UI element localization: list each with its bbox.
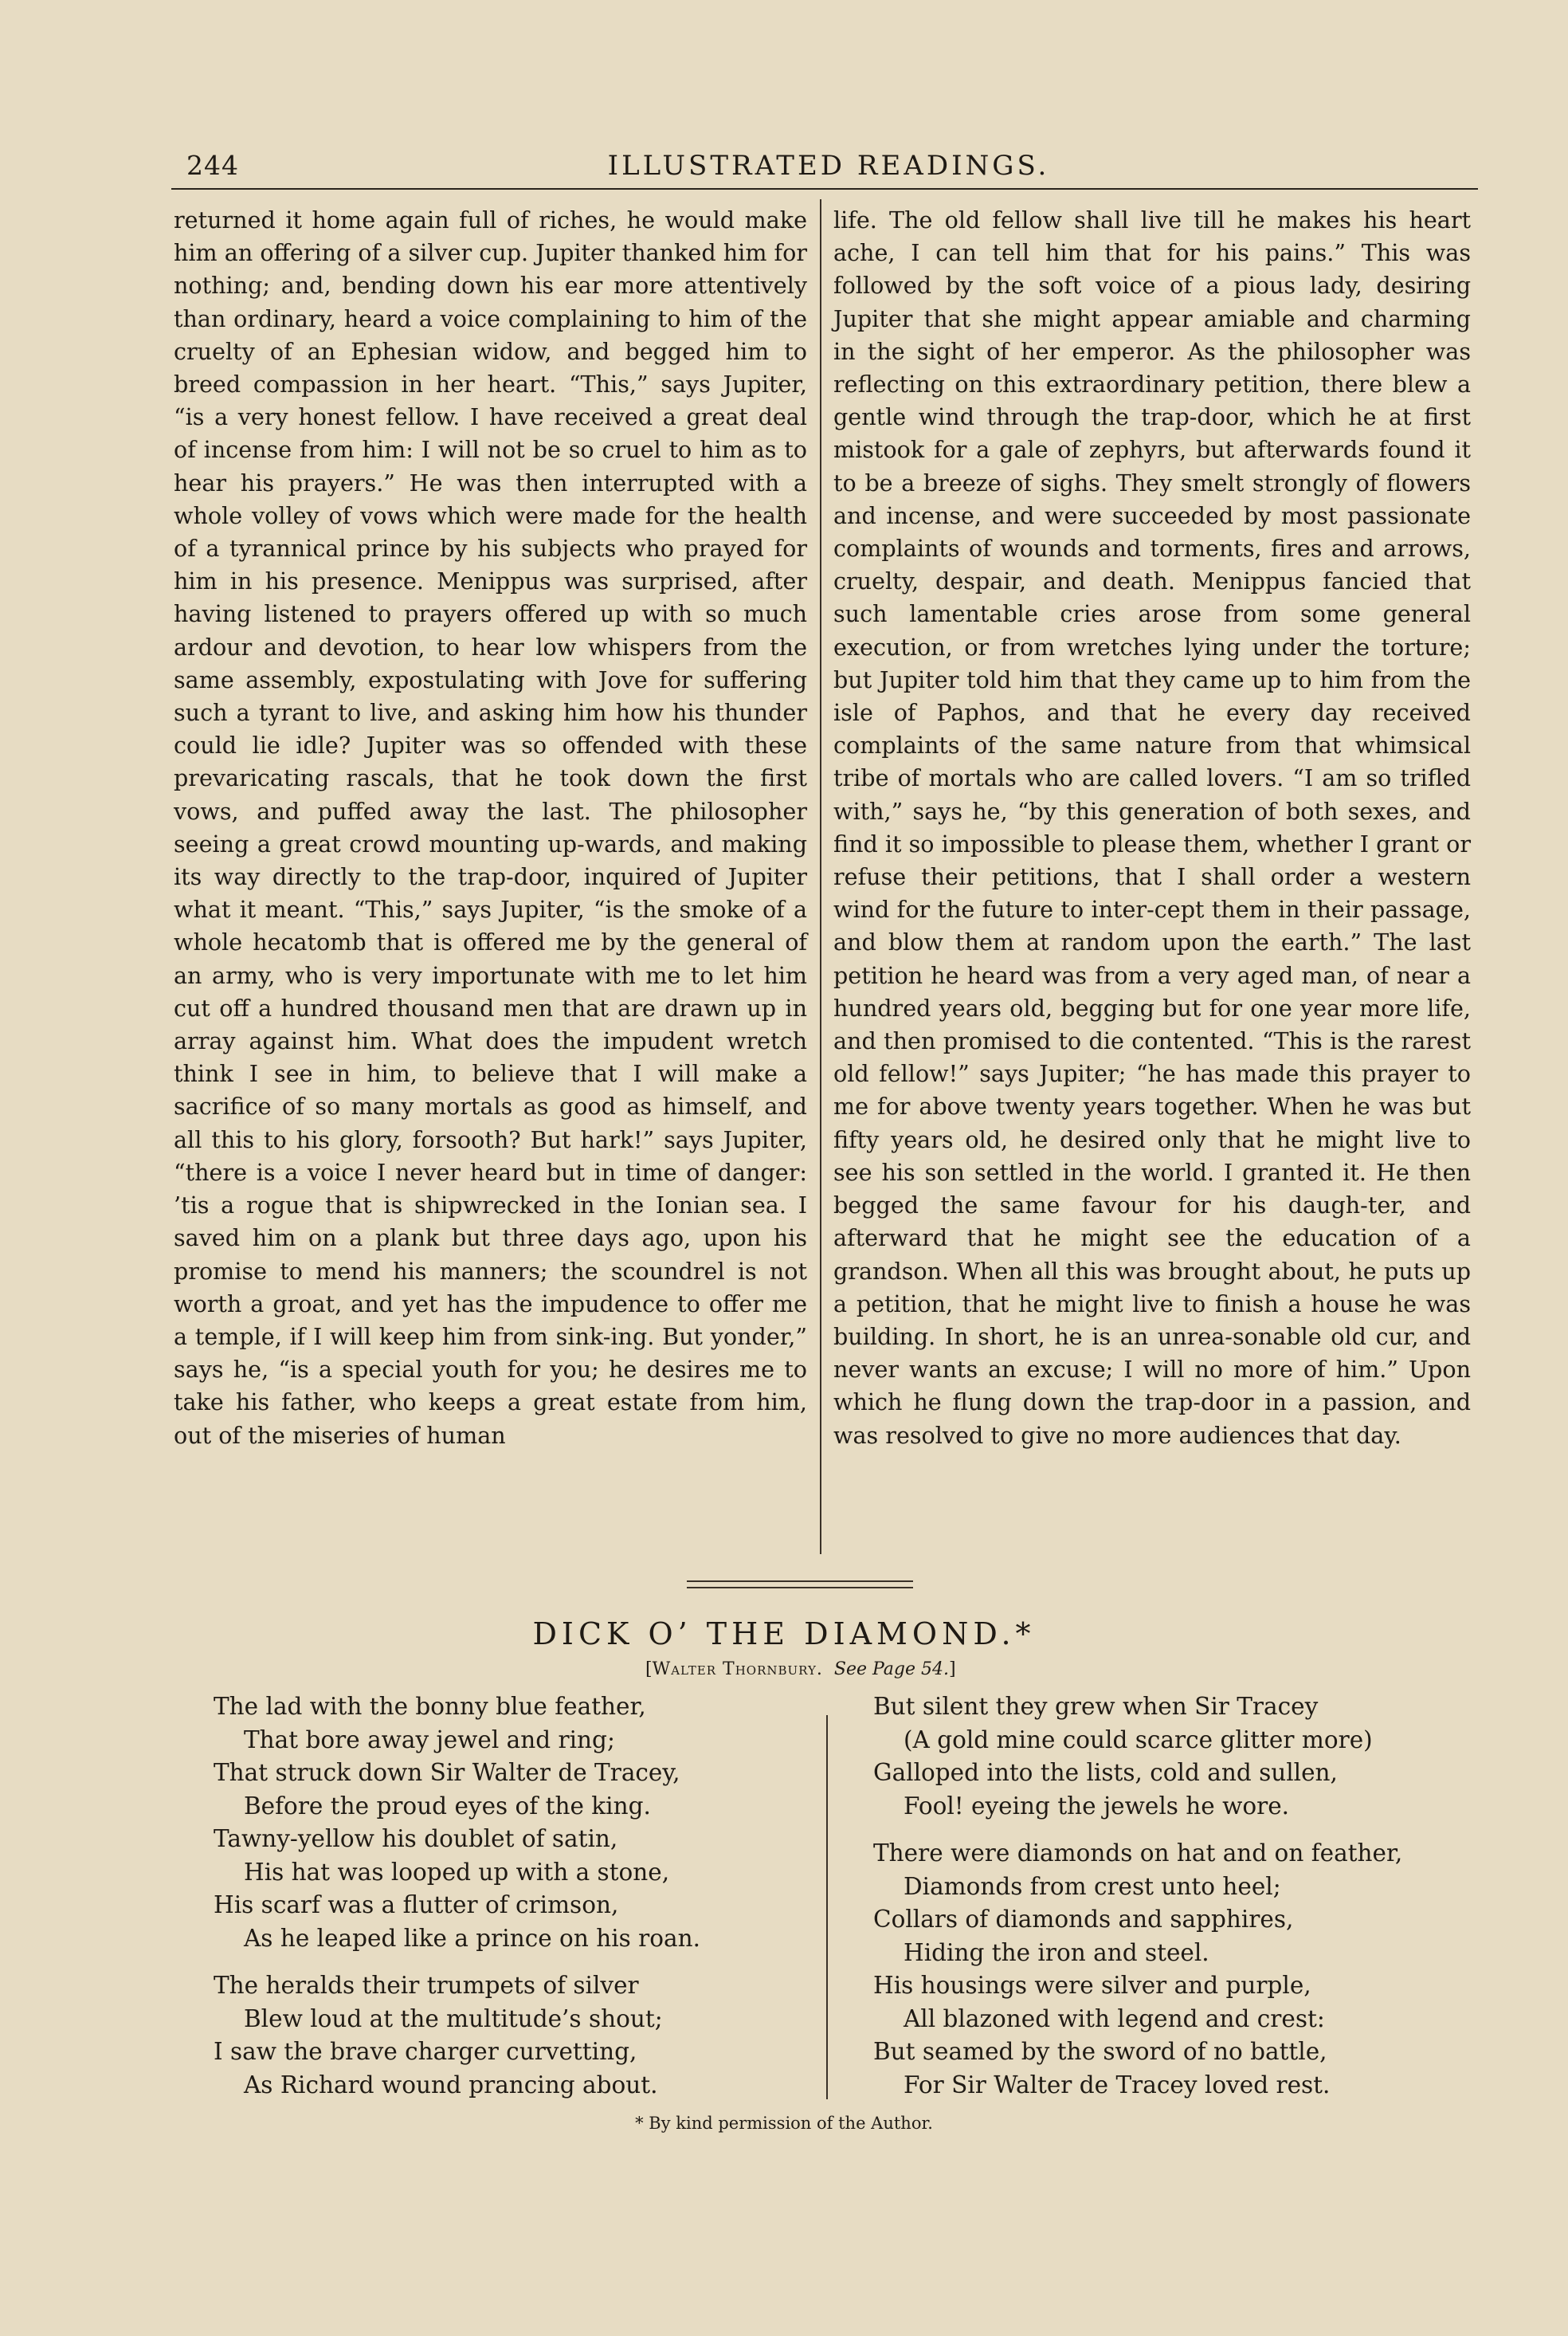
poem-right-column <box>873 1690 1402 2116</box>
verse-line: But silent they grew when Sir Tracey <box>873 1693 1319 1720</box>
verse-line: Blew loud at the multitude’s shout; <box>244 2004 663 2032</box>
header-rule <box>171 188 1478 190</box>
verse-line: His housings were silver and purple, <box>873 1972 1311 1999</box>
verse-line: There were diamonds on hat and on feather, <box>873 1839 1403 1867</box>
verse-line: That bore away jewel and ring; <box>244 1725 615 1753</box>
section-separator <box>687 1580 913 1593</box>
stanza <box>873 1690 1402 1823</box>
verse-line: As Richard wound prancing about. <box>244 2071 658 2098</box>
verse-line: As he leaped like a prince on his roan. <box>244 1924 700 1952</box>
verse-line: Collars of diamonds and sapphires, <box>873 1906 1294 1933</box>
verse-line: For Sir Walter de Tracey loved rest. <box>904 2071 1331 2098</box>
verse-line: Before the proud eyes of the king. <box>244 1792 651 1820</box>
verse-line: Galloped into the lists, cold and sullen, <box>873 1759 1338 1786</box>
verse-line: The lad with the bonny blue feather, <box>214 1693 646 1720</box>
poem-attribution <box>645 1659 956 1679</box>
footnote: * By kind permission of the Author. <box>635 2114 933 2133</box>
attribution-close-bracket: ] <box>949 1659 956 1679</box>
verse-line: (A gold mine could scarce glitter more) <box>904 1725 1373 1753</box>
verse-line: But seamed by the sword of no battle, <box>873 2038 1327 2065</box>
verse-line: That struck down Sir Walter de Tracey, <box>214 1759 680 1786</box>
prose-paragraph: returned it home again full of riches, he would make him an offering of a silver cup. Jupiter thanked him for nothing; and, bending down his ear more attentively than ordinary, heard a voice complaining to him of the cruelty of an Ephesian widow, and begged him to breed compassion in her heart. “This,” says Jupiter, “is a very honest fellow. I have received a great deal of incense from him: I will not be so cruel to him as to hear his prayers.” He was then interrupted with a whole volley of vows which were made for the health of a tyrannical prince by his subjects who prayed for him in his presence. Menippus was surprised, after having listened to prayers offered up with so much ardour and devotion, to hear low whispers from the same assembly, expostulating with Jove for suffering such a tyrant to live, and asking him how his thunder could lie idle? Jupiter was so offended with these prevaricating rascals, that he took down the first vows, and puffed away the last. The philosopher seeing a great crowd mounting up-wards, and making its way directly to the trap-door, inquired of Jupiter what it meant. “This,” says Jupiter, “is the smoke of a whole hecatomb that is offered me by the general of an army, who is very importunate with me to let him cut off a hundred thousand men that are drawn up in array against him. What does the impudent wretch think I see in him, to believe that I will make a sacrifice of so many mortals as good as himself, and all this to his glory, forsooth? But hark!” says Jupiter, “there is a voice I never heard but in time of danger: ’tis a rogue that is shipwrecked in the Ionian sea. I saved him on a plank but three days ago, upon his promise to mend his manners; the scoundrel is not worth a groat, and yet has the impudence to offer me a temple, if I will keep him from sink-ing. But yonder,” says he, “is a special youth for you; he desires me to take his father, who keeps a great estate from him, out of the miseries of human <box>174 206 807 1449</box>
running-header <box>183 150 1474 190</box>
poem-title: DICK O’ THE DIAMOND.* <box>532 1616 1036 1651</box>
column-rule <box>820 199 821 1554</box>
poem-left-column <box>214 1690 700 2116</box>
verse-line: I saw the brave charger curvetting, <box>214 2038 637 2065</box>
prose-left-column <box>174 204 807 1452</box>
prose-right-column <box>833 204 1471 1452</box>
poem-author: Walter Thornbury. <box>652 1659 823 1679</box>
verse-line: The heralds their trumpets of silver <box>214 1972 639 1999</box>
verse-line: Hiding the iron and steel. <box>904 1938 1209 1966</box>
verse-line: Fool! eyeing the jewels he wore. <box>904 1792 1290 1820</box>
verse-line: Diamonds from crest unto heel; <box>904 1872 1281 1900</box>
verse-line: His scarf was a flutter of crimson, <box>214 1891 619 1918</box>
page-number: 244 <box>186 150 239 181</box>
stanza <box>214 1969 700 2102</box>
page-reference: See Page 54. <box>833 1659 950 1679</box>
stanza <box>873 1837 1402 2102</box>
verse-line: Tawny-yellow his doublet of satin, <box>214 1825 618 1852</box>
poem-column-rule <box>826 1715 828 2099</box>
running-title: ILLUSTRATED READINGS. <box>607 150 1050 182</box>
verse-line: His hat was looped up with a stone, <box>244 1858 670 1886</box>
stanza <box>214 1690 700 1955</box>
attribution-open-bracket: [ <box>645 1659 653 1679</box>
verse-line: All blazoned with legend and crest: <box>904 2004 1325 2032</box>
prose-paragraph: life. The old fellow shall live till he makes his heart ache, I can tell him that for his pains.” This was followed by the soft voice of a pious lady, desiring Jupiter that she might appear amiable and charming in the sight of her emperor. As the philosopher was reflecting on this extraordinary petition, there blew a gentle wind through the trap-door, which he at first mistook for a gale of zephyrs, but afterwards found it to be a breeze of sighs. They smelt strongly of flowers and incense, and were succeeded by most passionate complaints of wounds and torments, fires and arrows, cruelty, despair, and death. Menippus fancied that such lamentable cries arose from some general execution, or from wretches lying under the torture; but Jupiter told him that they came up to him from the isle of Paphos, and that he every day received complaints of the same nature from that whimsical tribe of mortals who are called lovers. “I am so trifled with,” says he, “by this generation of both sexes, and find it so impossible to please them, whether I grant or refuse their petitions, that I shall order a western wind for the future to inter-cept them in their passage, and blow them at random upon the earth.” The last petition he heard was from a very aged man, of near a hundred years old, begging but for one year more life, and then promised to die contented. “This is the rarest old fellow!” says Jupiter; “he has made this prayer to me for above twenty years together. When he was but fifty years old, he desired only that he might live to see his son settled in the world. I granted it. He then begged the same favour for his daugh-ter, and afterward that he might see the education of a grandson. When all this was brought about, he puts up a petition, that he might live to finish a house he was building. In short, he is an unrea-sonable old cur, and never wants an excuse; I will no more of him.” Upon which he flung down the trap-door in a passion, and was resolved to give no more audiences that day. <box>833 206 1472 1449</box>
